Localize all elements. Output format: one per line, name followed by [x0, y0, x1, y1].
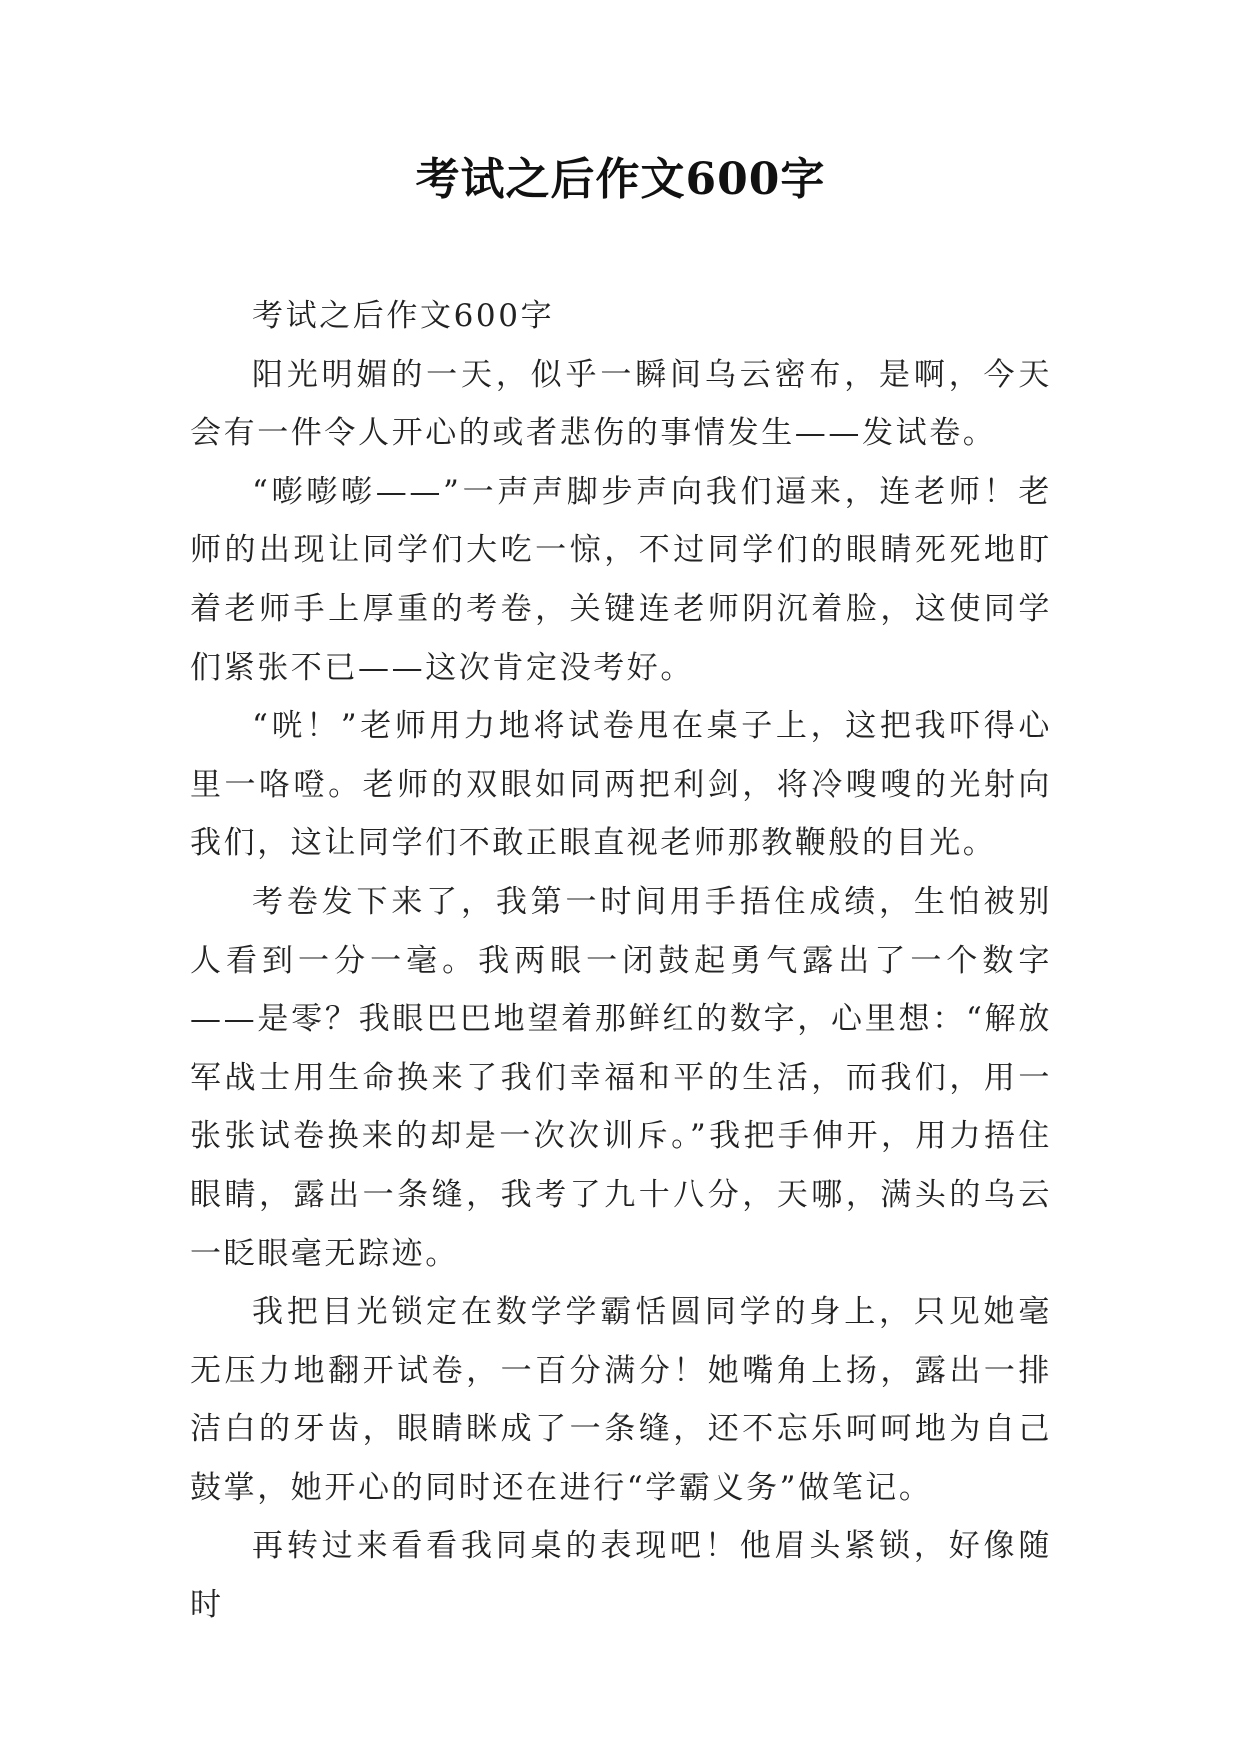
paragraph: 阳光明媚的一天，似乎一瞬间乌云密布，是啊，今天会有一件令人开心的或者悲伤的事情发生——发试卷。	[190, 356, 1052, 452]
paragraph: 考卷发下来了，我第一时间用手捂住成绩，生怕被别人看到一分一毫。我两眼一闭鼓起勇气露出了一个数字——是零？我眼巴巴地望着那鲜红的数字，心里想：“解放军战士用生命换来了我们幸福和平的生活，而我们，用一张张试卷换来的却是一次次训斥。”我把手伸开，用力捂住眼睛，露出一条缝，我考了九十八分，天哪，满头的乌云一眨眼毫无踪迹。	[190, 883, 1052, 1272]
paragraph: “咣！”老师用力地将试卷甩在桌子上，这把我吓得心里一咯噔。老师的双眼如同两把利剑，将冷嗖嗖的光射向我们，这让同学们不敢正眼直视老师那教鞭般的目光。	[190, 708, 1052, 862]
document-body	[190, 287, 1052, 1635]
paragraph: “嘭嘭嘭——”一声声脚步声向我们逼来，连老师！老师的出现让同学们大吃一惊，不过同学们的眼睛死死地盯着老师手上厚重的考卷，关键连老师阴沉着脸，这使同学们紧张不已——这次肯定没考好。	[190, 473, 1052, 686]
paragraph-heading: 考试之后作文600字	[252, 298, 555, 334]
paragraph: 再转过来看看我同桌的表现吧！他眉头紧锁，好像随时	[190, 1528, 1052, 1624]
paragraph: 我把目光锁定在数学学霸恬圆同学的身上，只见她毫无压力地翻开试卷，一百分满分！她嘴角上扬，露出一排洁白的牙齿，眼睛眯成了一条缝，还不忘乐呵呵地为自己鼓掌，她开心的同时还在进行“学霸义务”做笔记。	[190, 1294, 1052, 1506]
document-title: 考试之后作文600字	[415, 154, 826, 205]
